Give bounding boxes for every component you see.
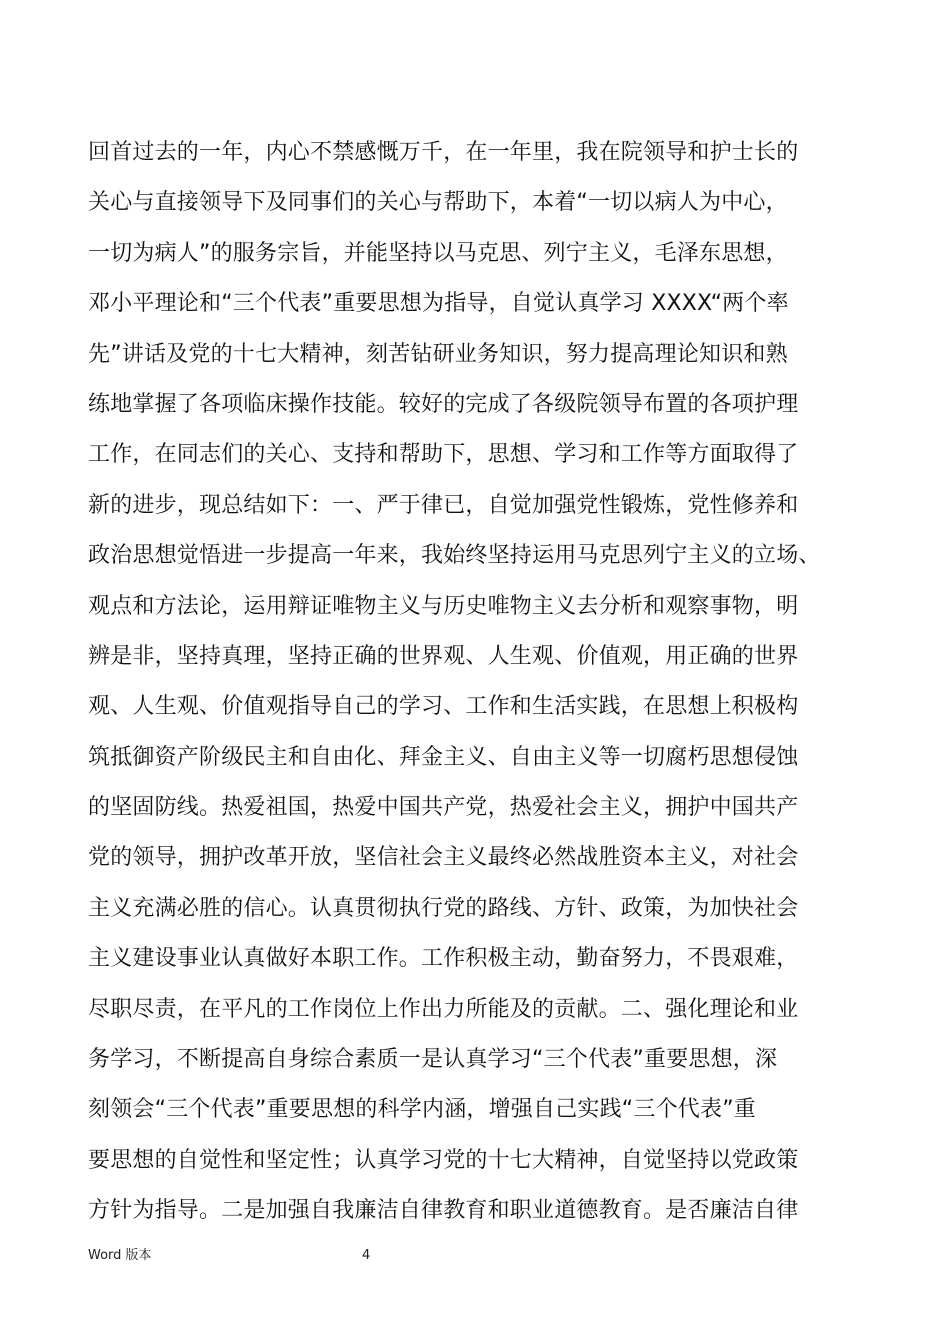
footer-label: Word 版本 [88, 1248, 152, 1263]
text-line: 主义充满必胜的信心。认真贯彻执行党的路线、方针、政策，为加快社会 [88, 895, 799, 921]
text-line: 刻领会“三个代表”重要思想的科学内涵，增强自己实践“三个代表”重 [88, 1097, 756, 1123]
text-line: 要思想的自觉性和坚定性；认真学习党的十七大精神，自觉坚持以党政策 [88, 1147, 799, 1173]
page-number: 4 [362, 1248, 371, 1263]
text-line: 政治思想觉悟进一步提高一年来，我始终坚持运用马克思列宁主义的立场、 [88, 543, 821, 569]
text-line: 方针为指导。二是加强自我廉洁自律教育和职业道德教育。是否廉洁自律 [88, 1198, 799, 1224]
text-line: 练地掌握了各项临床操作技能。较好的完成了各级院领导布置的各项护理 [88, 391, 799, 417]
body-text [88, 128, 878, 1237]
text-line: 观点和方法论，运用辩证唯物主义与历史唯物主义去分析和观察事物，明 [88, 593, 799, 619]
text-line: 邓小平理论和“三个代表”重要思想为指导，自觉认真学习 XXXX“两个率 [88, 291, 789, 317]
text-line: 新的进步，现总结如下：一、严于律已，自觉加强党性锻炼，党性修养和 [88, 492, 799, 518]
text-line: 一切为病人”的服务宗旨，并能坚持以马克思、列宁主义，毛泽东思想， [88, 240, 788, 266]
text-line: 工作，在同志们的关心、支持和帮助下，思想、学习和工作等方面取得了 [88, 442, 799, 468]
text-line: 关心与直接领导下及同事们的关心与帮助下，本着“一切以病人为中心， [88, 190, 788, 216]
text-line: 的坚固防线。热爱祖国，热爱中国共产党，热爱社会主义，拥护中国共产 [88, 795, 799, 821]
text-line: 先”讲话及党的十七大精神，刻苦钻研业务知识，努力提高理论知识和熟 [88, 341, 788, 367]
text-line: 筑抵御资产阶级民主和自由化、拜金主义、自由主义等一切腐朽思想侵蚀 [88, 744, 799, 770]
text-line: 主义建设事业认真做好本职工作。工作积极主动，勤奋努力，不畏艰难， [88, 946, 799, 972]
text-line: 回首过去的一年，内心不禁感慨万千，在一年里，我在院领导和护士长的 [88, 140, 799, 165]
text-line: 尽职尽责，在平凡的工作岗位上作出力所能及的贡献。二、强化理论和业 [88, 996, 799, 1022]
text-line: 观、人生观、价值观指导自己的学习、工作和生活实践，在思想上积极构 [88, 694, 799, 720]
text-line: 党的领导，拥护改革开放，坚信社会主义最终必然战胜资本主义，对社会 [88, 845, 799, 871]
text-line: 辨是非，坚持真理，坚持正确的世界观、人生观、价值观，用正确的世界 [88, 643, 799, 669]
text-line: 务学习，不断提高自身综合素质一是认真学习“三个代表”重要思想，深 [88, 1047, 778, 1073]
